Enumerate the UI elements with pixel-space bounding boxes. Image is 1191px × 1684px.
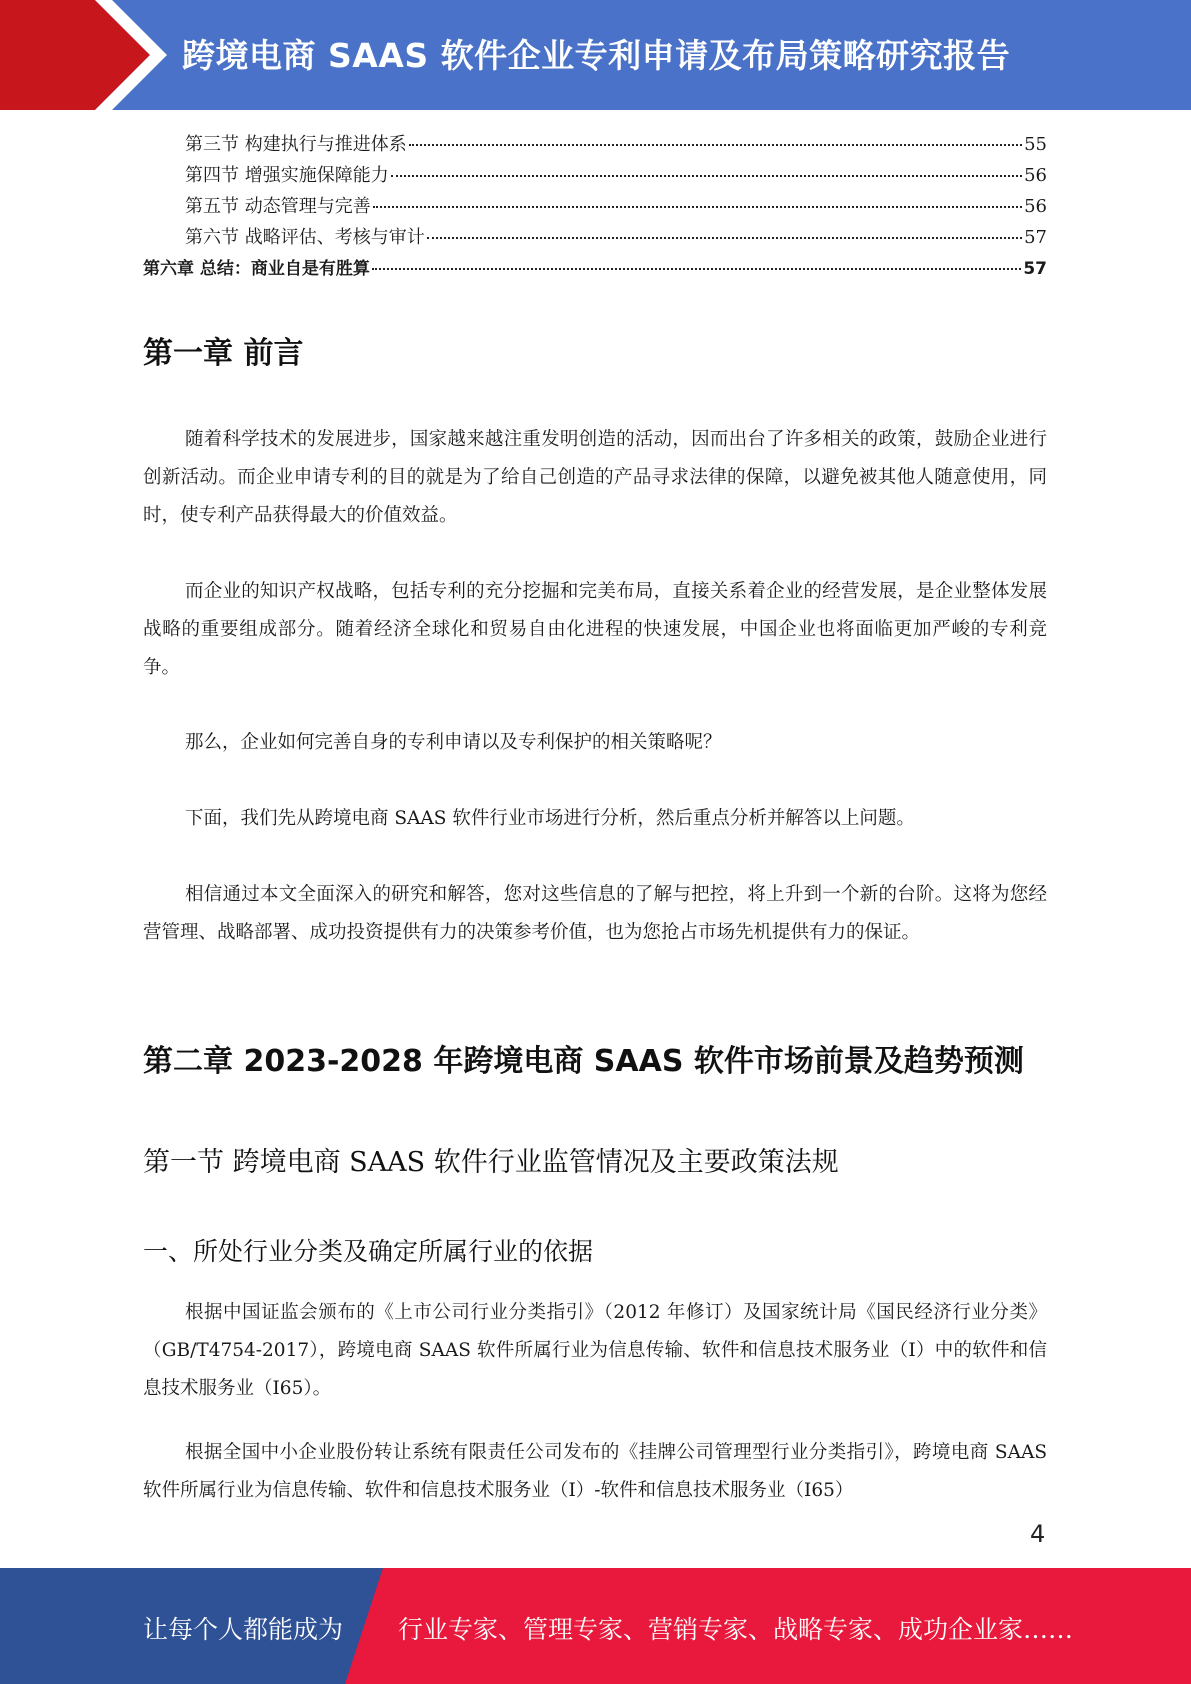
toc-entry-text: 第三节 构建执行与推进体系	[185, 134, 407, 155]
footer-slogan-right: 行业专家、管理专家、营销专家、战略专家、成功企业家……	[398, 1615, 1074, 1644]
toc-entry-page: 57	[1023, 259, 1047, 279]
toc-leader-dots	[373, 206, 1022, 208]
table-of-contents	[143, 130, 1047, 285]
toc-entry-page: 56	[1024, 165, 1047, 186]
footer-banner	[0, 1568, 1191, 1684]
report-title: 跨境电商 SAAS 软件企业专利申请及布局策略研究报告	[182, 36, 1011, 75]
paragraph: 根据中国证监会颁布的《上市公司行业分类指引》（2012 年修订）及国家统计局《国民经济行业分类》（GB/T4754-2017），跨境电商 SAAS 软件所属行业为信息传输、软件和信息技术服务业（I）中的软件和信息技术服务业（I65）。	[143, 1302, 1047, 1399]
toc-entry-text: 第六章 总结：商业自是有胜算	[143, 259, 370, 279]
toc-entry-text: 第六节 战略评估、考核与审计	[185, 227, 425, 248]
toc-leader-dots	[409, 144, 1022, 146]
toc-entry-page: 55	[1024, 134, 1047, 155]
toc-entry[interactable]	[143, 192, 1047, 223]
toc-chapter-entry[interactable]	[143, 254, 1047, 285]
section-heading: 第一节 跨境电商 SAAS 软件行业监管情况及主要政策法规	[143, 1147, 839, 1178]
paragraph: 那么，企业如何完善自身的专利申请以及专利保护的相关策略呢？	[185, 732, 722, 753]
toc-leader-dots	[391, 175, 1022, 177]
paragraph: 相信通过本文全面深入的研究和解答，您对这些信息的了解与把控，将上升到一个新的台阶。这将为您经营管理、战略部署、成功投资提供有力的决策参考价值，也为您抢占市场先机提供有力的保证。	[143, 884, 1047, 943]
toc-entry-text: 第四节 增强实施保障能力	[185, 165, 389, 186]
toc-leader-dots	[372, 268, 1021, 270]
toc-entry-text: 第五节 动态管理与完善	[185, 196, 371, 217]
footer-slogan-left: 让每个人都能成为	[143, 1615, 344, 1644]
subsection-heading: 一、所处行业分类及确定所属行业的依据	[143, 1237, 594, 1266]
paragraph: 下面，我们先从跨境电商 SAAS 软件行业市场进行分析，然后重点分析并解答以上问题。	[185, 808, 915, 829]
chapter-heading: 第二章 2023-2028 年跨境电商 SAAS 软件市场前景及趋势预测	[143, 1044, 1024, 1079]
page-number: 4	[1030, 1520, 1046, 1548]
header-banner	[0, 0, 1191, 110]
toc-entry[interactable]	[143, 130, 1047, 161]
toc-entry[interactable]	[143, 223, 1047, 254]
toc-entry[interactable]	[143, 161, 1047, 192]
toc-leader-dots	[427, 237, 1022, 239]
paragraph: 随着科学技术的发展进步，国家越来越注重发明创造的活动，因而出台了许多相关的政策，鼓励企业进行创新活动。而企业申请专利的目的就是为了给自己创造的产品寻求法律的保障，以避免被其他人随意使用，同时，使专利产品获得最大的价值效益。	[143, 429, 1047, 526]
paragraph: 根据全国中小企业股份转让系统有限责任公司发布的《挂牌公司管理型行业分类指引》，跨境电商 SAAS 软件所属行业为信息传输、软件和信息技术服务业（I）-软件和信息技术服务业（I65）	[143, 1442, 1047, 1501]
paragraph: 而企业的知识产权战略，包括专利的充分挖掘和完美布局，直接关系着企业的经营发展，是企业整体发展战略的重要组成部分。随着经济全球化和贸易自由化进程的快速发展，中国企业也将面临更加严峻的专利竞争。	[143, 581, 1047, 678]
toc-entry-page: 57	[1024, 227, 1047, 248]
toc-entry-page: 56	[1024, 196, 1047, 217]
chapter-heading: 第一章 前言	[143, 336, 304, 371]
